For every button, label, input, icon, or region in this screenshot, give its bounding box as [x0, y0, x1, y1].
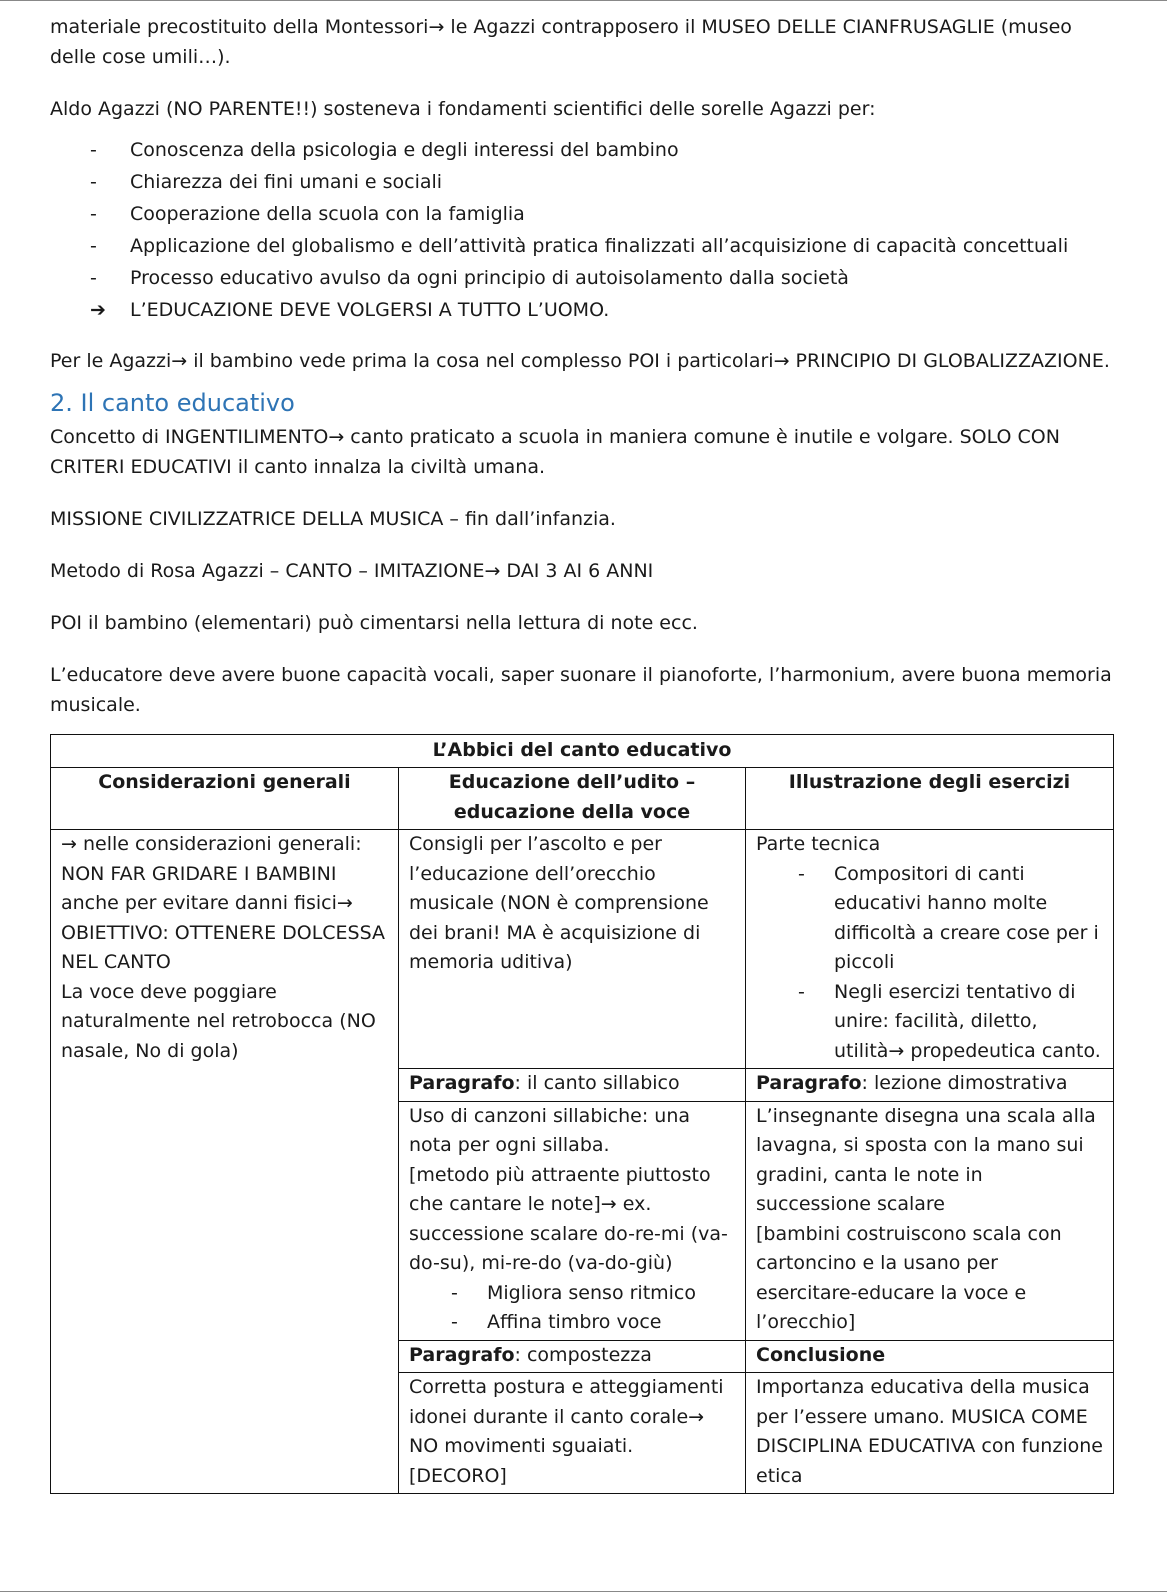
parte-tecnica-list: [756, 860, 1103, 1067]
paragraph-missione: MISSIONE CIVILIZZATRICE DELLA MUSICA – fin dall’infanzia.: [50, 508, 616, 530]
dash-marker: -: [90, 267, 97, 289]
canto-sillabico-list: [409, 1279, 735, 1338]
dash-marker: -: [90, 139, 97, 161]
abbici-table: [50, 734, 1114, 1494]
paragrafo-label: Paragrafo: [756, 1072, 862, 1094]
table-cell-paragrafo-lezione: Paragrafo: lezione dimostrativa: [746, 1069, 1114, 1102]
table-cell-scala-lavagna: L’insegnante disegna una scala alla lavagna, si sposta con la mano sui gradini, canta le note in successione scalare [bambini costruiscono scala con cartoncino e la usano per esercitare-educare la voce e l’orecchio]: [746, 1101, 1114, 1340]
table-header: Educazione dell’udito – educazione della voce: [399, 768, 746, 830]
list-item: - Cooperazione della scuola con la famiglia: [50, 198, 1120, 230]
dash-marker: -: [451, 1311, 458, 1333]
table-cell-postura: Corretta postura e atteggiamenti idonei durante il canto corale→ NO movimenti sguaiati. [DECORO]: [399, 1373, 746, 1494]
table-cell-canzoni-sillabiche: Uso di canzoni sillabiche: una nota per ogni sillaba. [metodo più attraente piuttosto che cantare le note]→ ex. successione scalare do-re-mi (va-do-su), mi-re-do (va-do-giù) - Migliora senso ritmico - Affina timbro voce: [399, 1101, 746, 1340]
paragrafo-label: Paragrafo: [409, 1072, 515, 1094]
list-item: - Processo educativo avulso da ogni principio di autoisolamento dalla società: [50, 262, 1120, 294]
list-item: - Conoscenza della psicologia e degli interessi del bambino: [50, 134, 1120, 166]
section-heading: 2. Il canto educativo: [50, 389, 295, 417]
top-rule: [0, 0, 1167, 1]
table-cell-paragrafo-sillabico: Paragrafo: il canto sillabico: [399, 1069, 746, 1102]
document-page: [50, 12, 1120, 1494]
table-cell-considerazioni: → nelle considerazioni generali: NON FAR GRIDARE I BAMBINI anche per evitare danni fisici→ OBIETTIVO: OTTENERE DOLCESSA NEL CANTO La voce deve poggiare naturalmente nel retrobocca (NO nasale, No di gola): [51, 830, 399, 1494]
bottom-rule: [0, 1591, 1167, 1592]
arrow-icon: ➔: [90, 299, 106, 321]
list-item: - Compositori di canti educativi hanno molte difficoltà a creare cose per i piccoli: [756, 860, 1103, 978]
dash-marker: -: [90, 235, 97, 257]
table-cell-paragrafo-compostezza: Paragrafo: compostezza: [399, 1340, 746, 1373]
list-item: - Migliora senso ritmico: [409, 1279, 735, 1309]
paragrafo-label: Paragrafo: [409, 1343, 515, 1366]
dash-marker: -: [451, 1281, 458, 1304]
list-item: - Chiarezza dei fini umani e sociali: [50, 166, 1120, 198]
table-caption: L’Abbici del canto educativo: [51, 735, 1114, 768]
dash-marker: -: [798, 980, 805, 1003]
paragraph-lettura-note: POI il bambino (elementari) può cimentarsi nella lettura di note ecc.: [50, 612, 698, 634]
dash-marker: -: [90, 171, 97, 193]
dash-marker: -: [90, 203, 97, 225]
paragraph-cianfrusaglie: materiale precostituito della Montessori→ le Agazzi contrapposero il MUSEO DELLE CIANFRUSAGLIE (museo delle cose umili…).: [50, 16, 1072, 68]
paragraph-aldo-agazzi: Aldo Agazzi (NO PARENTE!!) sosteneva i fondamenti scientifici delle sorelle Agazzi per:: [50, 98, 876, 120]
fondamenti-list: [50, 134, 1120, 326]
list-item: - Applicazione del globalismo e dell’attività pratica finalizzati all’acquisizione di capacità concettuali: [50, 230, 1120, 262]
list-item: - Affina timbro voce: [409, 1308, 735, 1338]
paragraph-educatore: L’educatore deve avere buone capacità vocali, saper suonare il pianoforte, l’harmonium, avere buona memoria musicale.: [50, 664, 1112, 716]
table-cell-ascolto: Consigli per l’ascolto e per l’educazione dell’orecchio musicale (NON è comprensione dei brani! MA è acquisizione di memoria uditiva): [399, 830, 746, 1069]
list-item: - Negli esercizi tentativo di unire: facilità, diletto, utilità→ propedeutica canto.: [756, 978, 1103, 1067]
table-cell-importanza: Importanza educativa della musica per l’essere umano. MUSICA COME DISCIPLINA EDUCATIVA con funzione etica: [746, 1373, 1114, 1494]
table-cell-conclusione-title: Conclusione: [746, 1340, 1114, 1373]
list-item-conclusion: ➔ L’EDUCAZIONE DEVE VOLGERSI A TUTTO L’UOMO.: [50, 294, 1120, 326]
paragraph-metodo: Metodo di Rosa Agazzi – CANTO – IMITAZIONE→ DAI 3 AI 6 ANNI: [50, 560, 654, 582]
paragraph-globalizzazione: Per le Agazzi→ il bambino vede prima la cosa nel complesso POI i particolari→ PRINCIPIO DI GLOBALIZZAZIONE.: [50, 350, 1110, 372]
cell-title: Parte tecnica: [756, 833, 881, 855]
paragraph-ingentilimento: Concetto di INGENTILIMENTO→ canto praticato a scuola in maniera comune è inutile e volgare. SOLO CON CRITERI EDUCATIVI il canto innalza la civiltà umana.: [50, 426, 1060, 478]
table-header: Considerazioni generali: [51, 768, 399, 830]
dash-marker: -: [798, 862, 805, 885]
table-cell-parte-tecnica: [746, 830, 1114, 1069]
table-header: Illustrazione degli esercizi: [746, 768, 1114, 830]
